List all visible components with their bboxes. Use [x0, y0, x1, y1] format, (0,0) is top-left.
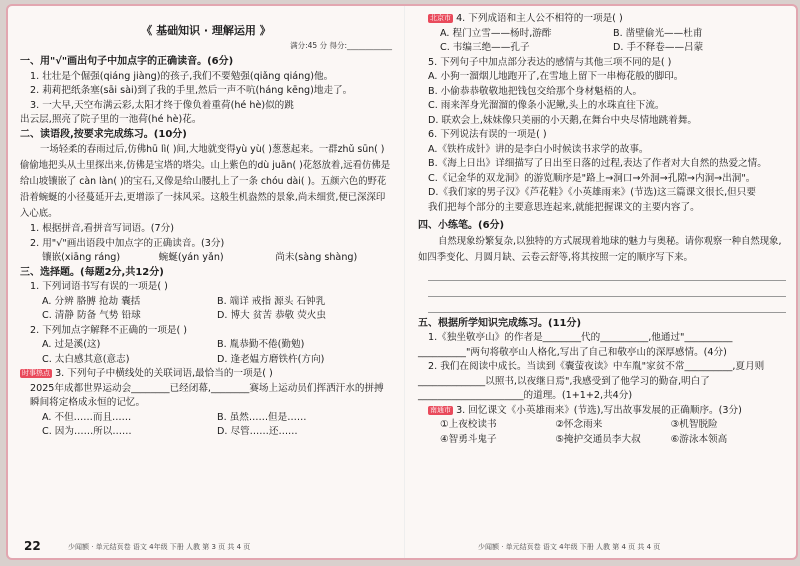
- page-divider: [404, 6, 405, 558]
- q6-option[interactable]: D.《我们家的男子汉》《芦花鞋》《小英雄雨来》(节选)这三篇课文很长,但只要: [428, 187, 756, 198]
- q5-option[interactable]: B. 小偷恭恭敬敬地把钱包交给那个身材魁梧的人。: [428, 85, 643, 97]
- q1-line-1: 1. 壮壮是个倔强(qiáng jiàng)的孩子,我们不要勉强(qiǎng qiáng)他。: [30, 70, 334, 82]
- k3-line: [428, 404, 786, 419]
- option[interactable]: B. 胤恭勤不倦(勤勉): [217, 339, 305, 350]
- left-page: [20, 12, 392, 440]
- q1-line-2: 2. 莉莉把纸条塞(sāi sài)到了我的手里,然后一声不吭(háng kēng)地走了。: [30, 85, 353, 96]
- q1-heading: 一、用"√"画出句子中加点字的正确读音。(6分): [20, 56, 234, 67]
- answer-line[interactable]: [428, 268, 786, 281]
- q1-line-3: 3. 一大早,天空布满云彩,太阳才终于像负着重荷(hé hè)似的跳: [30, 99, 294, 111]
- story-option: ③机智脱险: [670, 419, 718, 430]
- right-page: [418, 12, 786, 447]
- q5-option[interactable]: A. 小狗一溜烟儿地跑开了,在雪地上留下一串梅花般的脚印。: [428, 71, 684, 82]
- knowledge-heading: 五、根据所学知识完成练习。(11分): [418, 317, 582, 329]
- footer-left: 少闻额 · 单元结页卷 语文 4年级 下册 人教 第 3 页 共 4 页: [68, 543, 251, 551]
- q6-option[interactable]: B.《海上日出》详细描写了日出至日落的过程,表达了作者对大自然的热爱之情。: [428, 158, 767, 169]
- story-option: ⑤掩护交通员李大叔: [555, 433, 641, 445]
- region-tag: 北京市: [430, 14, 451, 22]
- q6-option[interactable]: A.《铁杵成针》讲的是李白小时候读书求学的故事。: [428, 143, 649, 155]
- story-options: [440, 418, 786, 447]
- q6: 6. 下列说法有误的一项是( ): [428, 129, 547, 140]
- q2-sub-2: 2. 用"√"画出语段中加点字的正确读音。(3分): [30, 237, 225, 249]
- page-number: 22: [24, 539, 41, 553]
- topic-tag: 时事热点: [22, 369, 50, 377]
- option[interactable]: A. 不但……而且……: [42, 411, 132, 423]
- q3-sub-3: [20, 367, 392, 382]
- story-option: ①上夜校读书: [440, 419, 497, 430]
- writing-prompt: 自然现象纷繁复杂,以独特的方式展现着地球的魅力与奥秘。请你观察一种自然现象,如四季变化、月圆月缺、云卷云舒等,将其按照一定的顺序写下来。: [418, 235, 782, 263]
- pinyin-option[interactable]: 蜿蜒(yán yǎn): [158, 252, 224, 263]
- exam-sheet: [6, 4, 798, 560]
- pinyin-option[interactable]: 尚未(sàng shàng): [275, 252, 358, 263]
- pinyin-options: [42, 251, 392, 266]
- k1-line-2: __________"两句将敬亭山人格化,写出了自己和敬亭山的深厚感情。(4分): [418, 346, 727, 358]
- k2-line: 2. 我们在阅读中成长。当读到《囊萤夜读》中车胤"家贫不常__________,夏月则: [428, 361, 765, 372]
- option[interactable]: D. 手不释卷——吕蒙: [613, 42, 704, 53]
- option[interactable]: C. 清静 防备 气势 铅球: [42, 310, 141, 321]
- q4: [428, 12, 786, 27]
- story-option: ⑥游泳本领高: [670, 433, 728, 445]
- region-tag: 南通市: [430, 405, 451, 414]
- q3-2-options: [42, 338, 392, 367]
- q3-3-sentence: 2025年成都世界运动会________已经闭幕,________赛场上运动员们挥洒汗水的拼搏瞬间将定格成永恒的记忆。: [30, 382, 384, 408]
- writing-heading: 四、小练笔。(6分): [418, 220, 505, 231]
- q3-heading: 三、选择题。(每题2分,共12分): [20, 266, 164, 278]
- k1-line: 1.《独坐敬亭山》的作者是________代的__________,他通过"__________: [428, 332, 733, 343]
- q3-sub-2: 2. 下列加点字解释不正确的一项是( ): [30, 324, 188, 336]
- k3-text: 3. 回忆课文《小英雄雨来》(节选),写出故事发展的正确顺序。(3分): [456, 404, 742, 416]
- q3-sub-3-text: 3. 下列句子中横线处的关联词语,最恰当的一项是( ): [55, 368, 273, 379]
- option[interactable]: B. 虽然……但是……: [217, 411, 307, 423]
- story-option: ④智勇斗鬼子: [440, 433, 497, 445]
- q4-text: 4. 下列成语和主人公不相符的一项是( ): [456, 13, 623, 24]
- q1-line-4: 出云层,照亮了院子里的一池荷(hé hè)花。: [20, 114, 202, 125]
- q2-sub-1: 1. 根据拼音,看拼音写词语。(7分): [30, 223, 174, 234]
- q5-option[interactable]: D. 联欢会上,妹妹像只美丽的小天鹅,在舞台中央尽情地跳着舞。: [428, 114, 698, 126]
- option[interactable]: C. 韦编三绝——孔子: [440, 42, 530, 53]
- option[interactable]: C. 太白感其意(意志): [42, 353, 130, 365]
- footer-right: 少闻额 · 单元结页卷 语文 4年级 下册 人教 第 4 页 共 4 页: [478, 543, 661, 551]
- q2-heading: 二、读语段,按要求完成练习。(10分): [20, 128, 187, 140]
- score-line: 满分:45 分 得分:____________: [290, 40, 392, 50]
- option[interactable]: A. 分辨 胳膊 抢劫 囊括: [42, 295, 141, 307]
- k2-line-2: ______________以照书,以夜继日焉",我感受到了他学习的勤奋,明白了______________________的道理。(1+1+2,共4分): [418, 375, 710, 401]
- option[interactable]: B. 端详 戒指 源头 石钟乳: [217, 295, 326, 307]
- reading-passage: 一场轻柔的春雨过后,仿佛hū lì( )间,大地就变得yù yù( )葱葱起来。一群zhǔ sūn( )偷偷地把头从土里探出来,仿佛是宝塔的塔尖。山上紫色的dù juān( )花怒放着,远看仿佛是给山坡镶嵌了 càn làn( )的宝石,又像是给山腰扎上了一条 chóu dài( )。五颜六色的野花沿着蜿蜒的小径蔓延开去,更增添了一抹风采。这般生机盎然的景象,尚未细赏,便已深深印入心底。: [20, 144, 391, 219]
- q6-option[interactable]: C.《记金华的双龙洞》的游览顺序是"路上→洞口→外洞→孔隙→内洞→出洞"。: [428, 172, 756, 184]
- pinyin-option[interactable]: 镶嵌(xiāng ráng): [42, 252, 121, 263]
- option[interactable]: A. 过是溪(这): [42, 339, 101, 350]
- answer-line[interactable]: [428, 284, 786, 297]
- option[interactable]: D. 博大 贫苦 恭敬 荧火虫: [217, 310, 326, 321]
- section-banner: 《 基础知识 · 理解运用 》: [141, 24, 271, 37]
- option[interactable]: C. 因为……所以……: [42, 426, 132, 437]
- option[interactable]: D. 逢老媪方磨铁杵(方向): [217, 353, 325, 365]
- option[interactable]: D. 尽管……还……: [217, 426, 298, 437]
- q5: 5. 下列句子中加点部分表达的感情与其他三项不同的是( ): [428, 56, 672, 68]
- q5-option[interactable]: C. 雨来浑身光溜溜的像条小泥鳅,头上的水珠直往下流。: [428, 100, 665, 111]
- q3-3-options: [42, 411, 392, 440]
- q4-options: [440, 27, 786, 56]
- option[interactable]: A. 程门立雪——杨时,游酢: [440, 27, 552, 39]
- q6-option-cont: 我们把每个部分的主要意思连起来,就能把握课文的主要内容了。: [428, 201, 700, 213]
- q3-1-options: [42, 295, 392, 324]
- story-option: ②怀念雨来: [555, 419, 603, 430]
- q3-sub-1: 1. 下列词语书写有误的一项是( ): [30, 281, 168, 292]
- answer-line[interactable]: [428, 300, 786, 313]
- option[interactable]: B. 凿壁偷光——杜甫: [613, 27, 703, 39]
